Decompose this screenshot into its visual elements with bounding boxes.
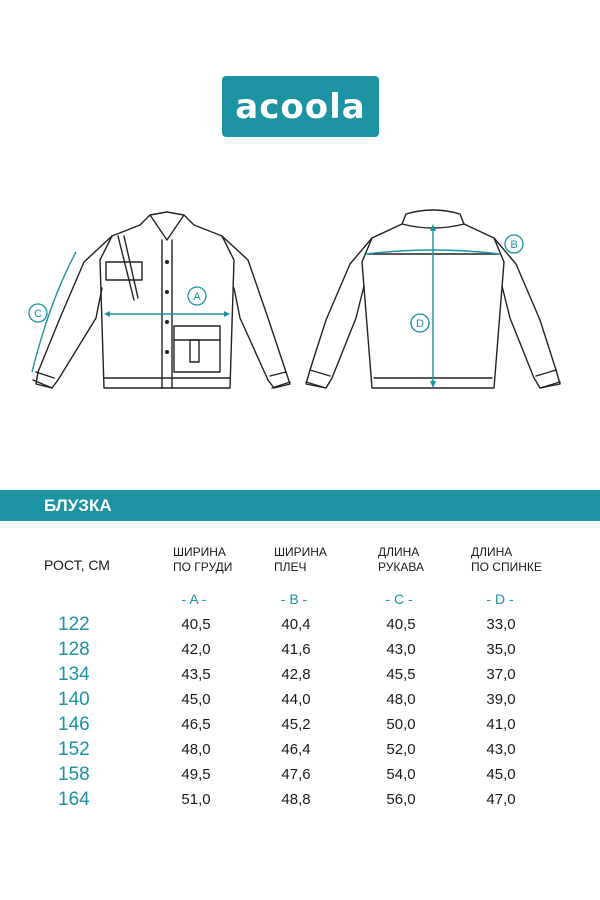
cell-c: 45,5	[386, 666, 416, 683]
height-value: 140	[58, 689, 90, 710]
height-value: 122	[58, 614, 90, 635]
cell-b: 48,8	[281, 791, 311, 808]
svg-text:A: A	[193, 291, 201, 303]
cell-b: 46,4	[281, 741, 311, 758]
cell-b: 42,8	[281, 666, 311, 683]
cell-a: 43,5	[181, 666, 211, 683]
height-value: 158	[58, 764, 90, 785]
height-value: 134	[58, 664, 90, 685]
table-row	[0, 789, 600, 814]
cell-d: 47,0	[486, 791, 516, 808]
svg-text:C: C	[34, 308, 42, 320]
section-title-band	[0, 490, 600, 521]
marker-d	[411, 314, 429, 332]
cell-b: 47,6	[281, 766, 311, 783]
cell-c: 54,0	[386, 766, 416, 783]
marker-b	[505, 235, 523, 253]
table-row	[0, 689, 600, 714]
table-row	[0, 764, 600, 789]
svg-text:D: D	[416, 318, 424, 330]
front-collar	[140, 212, 194, 240]
cell-a: 45,0	[181, 691, 211, 708]
cell-b: 45,2	[281, 716, 311, 733]
cell-d: 45,0	[486, 766, 516, 783]
column-letter-a: - A -	[181, 591, 207, 607]
height-value: 152	[58, 739, 90, 760]
cell-a: 46,5	[181, 716, 211, 733]
height-header: РОСТ, СМ	[44, 557, 110, 573]
front-strap	[118, 236, 138, 300]
cell-c: 40,5	[386, 616, 416, 633]
table-row	[0, 664, 600, 689]
cell-d: 33,0	[486, 616, 516, 633]
garment-illustration	[0, 190, 600, 410]
cell-a: 48,0	[181, 741, 211, 758]
table-row	[0, 739, 600, 764]
table-row	[0, 614, 600, 639]
cell-d: 35,0	[486, 641, 516, 658]
front-body-outline	[100, 225, 234, 388]
cell-c: 52,0	[386, 741, 416, 758]
svg-text:B: B	[510, 239, 518, 251]
cell-c: 43,0	[386, 641, 416, 658]
cell-a: 49,5	[181, 766, 211, 783]
front-patch-pocket	[174, 326, 220, 372]
cell-a: 51,0	[181, 791, 211, 808]
column-header-a: ШИРИНА ПО ГРУДИ	[173, 545, 233, 574]
brand-logo-text: acoola	[235, 86, 366, 127]
cell-d: 37,0	[486, 666, 516, 683]
cell-c: 56,0	[386, 791, 416, 808]
column-letter-d: - D -	[486, 591, 514, 607]
front-chest-pocket	[106, 262, 142, 280]
column-header-c: ДЛИНА РУКАВА	[378, 545, 424, 574]
marker-c	[29, 304, 47, 322]
table-row	[0, 639, 600, 664]
brand-logo	[222, 76, 379, 137]
cell-c: 48,0	[386, 691, 416, 708]
column-header-d: ДЛИНА ПО СПИНКЕ	[471, 545, 542, 574]
column-letter-c: - C -	[385, 591, 413, 607]
cell-b: 40,4	[281, 616, 311, 633]
cell-d: 39,0	[486, 691, 516, 708]
cell-d: 43,0	[486, 741, 516, 758]
cell-a: 42,0	[181, 641, 211, 658]
table-row	[0, 714, 600, 739]
height-value: 128	[58, 639, 90, 660]
cell-b: 44,0	[281, 691, 311, 708]
cell-c: 50,0	[386, 716, 416, 733]
column-header-b: ШИРИНА ПЛЕЧ	[274, 545, 327, 574]
height-value: 164	[58, 789, 90, 810]
cell-b: 41,6	[281, 641, 311, 658]
cell-a: 40,5	[181, 616, 211, 633]
section-title: БЛУЗКА	[44, 496, 112, 515]
height-value: 146	[58, 714, 90, 735]
cell-d: 41,0	[486, 716, 516, 733]
marker-a	[188, 287, 206, 305]
column-letter-b: - B -	[280, 591, 308, 607]
